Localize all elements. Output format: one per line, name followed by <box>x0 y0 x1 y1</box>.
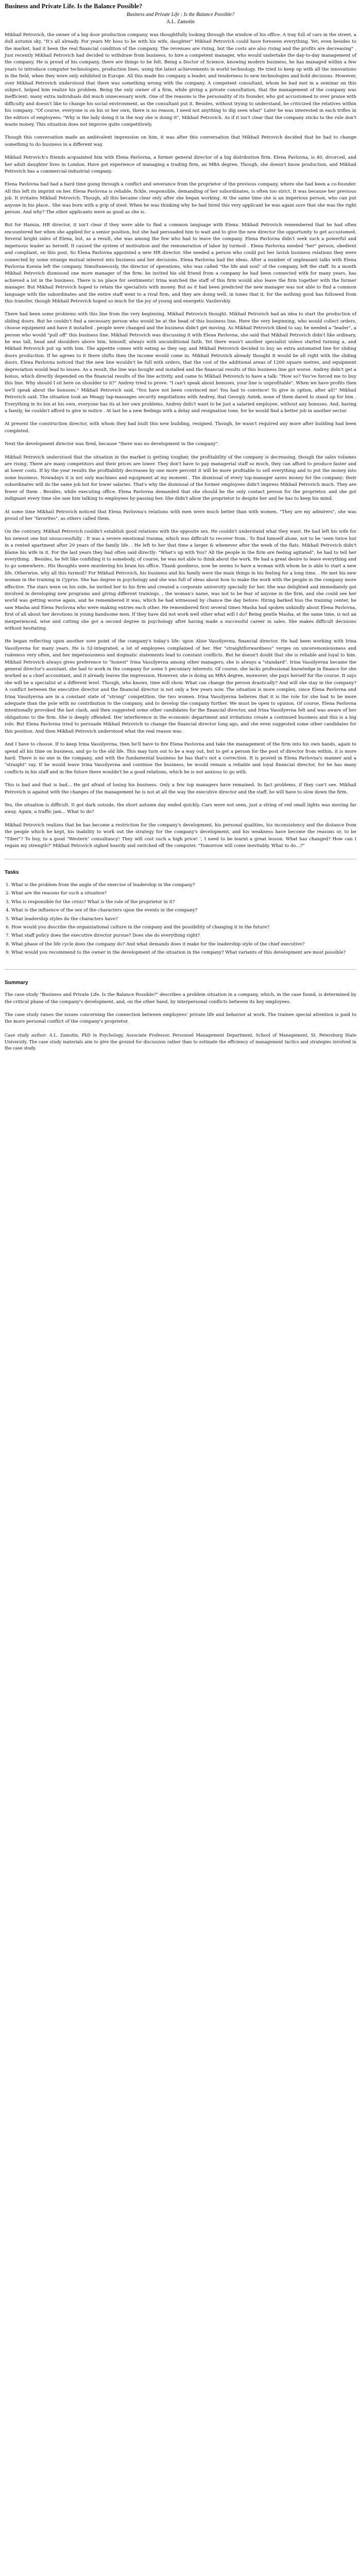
task-item: 9. What would you recommend to the owner in the development of the situation in the company? What variants of this development are most possible? <box>11 950 356 956</box>
paragraph: Next the development director was fired, because "there was no development in the company". <box>5 442 219 447</box>
paragraph: At present the construction director, with whom they had built this new building, resigned. Though, he wasn't required any more after building had been completed. <box>5 421 356 434</box>
paragraph: Mikhail Petrovich understood that the situation in the market is getting tougher, the profitability of the company is decreasing, though the sales volumes are rising. There are many competitors and their prices are lower. They don't have to pay managerial staff so much, they can afford to produce faster and at lower costs. If by the year results the profitability decreases by one more percent it will be more profitable to sell everything and to put the money into some business. Nowadays it is not only machines and equipment at my moment . The dismissal of every top-manager saves money for the company: their subordinates will do the same job but for lower salaries. That's why the dismissal of the former employees didn't impress Mikhail Petrovich much. They are fewer of them . Besides, while executing office, Elena Pavlovna demanded that she should be the only contact person for the proprietor, and she got indignant every time she saw him talking to employees by-passing her. She didn't allow the proprietor to despite her and he has to keep his mind. <box>5 454 356 502</box>
paragraph: But for Hamza, HR director, it isn't clear if they were able to find a common language with Elena. Mikhail Petrovich remembered that he had often encountered her when she applied for a senior position, but she had persuaded him to wait and to give the new director the opportunity to get accustomed. Several bright sides of Elena, but, as a result, she was among the few who had to leave the company. Elena Pavlovna didn't seek such a powerful and impetuous leader as herself. It caused the system of motivation and the remuneration of labor by turmoil . Elena Pavlovna needed "her" person, obedient and compliant, on this post. So Elena Pavlovna appointed a new HR director. She needed a person who could put her lavish business relations they were connected by some strange mutual interest into business and her decisions. Elena Pavlovna had the ideas. After a number of unpleasant talks with Elena Pavlovna Ksenia left the company. Simultaneously, the director of operations, who was called "the life and soul" of the company, left the staff. In a month Mikhail Petrovich dismissed one more manager of the firm: he invited his old friend from a company he had been connected with for many years, has achieved a lot in the business. There is no place for sentiments! Irina watched the staff of this firm would also leave the firm together with the former manager. But Mikhail Petrovich hoped to retain the specialists with money. But as it had been predicted the new manager was not able to find a common language with the subordinates and the entire staff went to a rival firm, and they are doing well, in tunes that it, for the nothing good has followed from this transfer, though Mikhail Petrovich hoped so much for the joy of young and energetic Vasilevskiy. <box>5 223 356 304</box>
paragraph: Though this conversation made an ambivalent impression on him, it was after this conversation that Mikhail Petrovich decided that he had to change something to do business in a different way. <box>5 135 356 147</box>
case-body <box>5 32 356 850</box>
author-note: Case study author: A.L. Zamotin, PhD in Psychology, Associate Professor, Personnel Management Department, School of Management, St. Petersburg State University. The case study materials aim to give the ground for discussion rather than to estimate the efficiency of management tactics and strategies involved in the case study. <box>5 1032 356 1051</box>
paragraph: This is bad and that is bad... He got afraid of losing his business. Only a few top managers have remained. In fact problems, if they can't see. Mikhail Petrovich is against with the changes of the management he is not at all the way the executive director and the staff, he will have to slow down the firm. <box>5 783 356 795</box>
task-item: 7. What staff policy does the executive director pursue? Does she do everything right? <box>11 933 356 939</box>
task-item: 1. What is the problem from the angle of the exercise of leadership in the company? <box>11 882 356 889</box>
tasks-list <box>5 882 356 957</box>
paragraph: There had been some problems with this line from the very beginning. Mikhail Petrovich thought. Mikhail Petrovich had an idea to start the production of sliding doors. But he couldn't find a necessary person who would be at the head of this business line. Here the very beginning, who would collect orders, choose equipment and have it installed , people were changed and the business didn't get moving. As Mikhail Petrovich liked to say, he needed a "leader", a person who would "pull off" this business line. Mikhail Petrovich was discussing it with Elena Pavlovna, she said that Mikhail Petrovich didn't like ordinary, he was tall, head and shoulders above him, himself, always with unconditional faith. Yet there wasn't another specialist unless started turning a, and Mikhail Petrovich put up with him. The appetite comes with eating as they say, and Mikhail Petrovich decided to buy an extra automated line for sliding doors production. If he agrees to it there shifts then the income would come in. Mikhail Petrovich already thought it would be all right with the sliding doors. Elena Pavlovna noticed that the new line wouldn't be full with orders, that the cost of the additional areas of 1200 square metres, and equipment depreciation would lead to losses. As a result, the line was bought and installed and the financial results of this business line got worse. Andrey didn't get a bonus, which directly depended on the financial results of the line activity, and came to Mikhail Petrovich to have a talk: "How so? You've forced me to buy this line. Why should I sit here on shoulder to it?" Andrey tried to prove. "I can't speak about bonuses, your line is unprofitable". When we have profits then we'll speak about the bonuses." Mikhail Petrovich said, "You have not been convinced me! You had to convince! To give in option, after all!" Mikhail Petrovich said. The situation took an Meagy tap-massages security negotiations with Andrey, that Georgiy Antek, none of them dared to stand up for him . Everything in its bin at his own, everyone has its at her own problems. Andrey didn't want to be just a salaried employee, without any bonuses. And, having a family, he couldn't afford to give in notice . At last he a new feelings with a delay and resignation tone, for he would find a better job in another sector. <box>5 312 356 414</box>
paragraph: He began reflecting upon another sore point of the company's today's life: upon Alise Vassilyevna, financial director. He had been working with Irina Vassilyevna for many years. He is 52-integrated, a lot of employees complained of her. Her "straightforwardness" verges on unceremoniousness and rudeness very often, and her impetuousness and dogmatic statements lead to constant conflicts. But he doesn't doubt that she is reliable and loyal to him. Mikhail Petrovich always gives preference to "honest" Irina Vassilyevna among other managers; she is always a "standard". Irina Vassilyevna became the general director's assistant, she had to work in the company for some 5 pecuniary interests. Of course, she lacks professional knowledge in finance for she worked as a chief accountant, and it already leaves the impression. However, she is doing an MBA degree, moreover, she pays herself for the course. It says she will be a specialist at a different level. Though, who knows, time will show. What can change the person drastically? And will she stay in the company? A conflict between the executive director and the financial director is not only a few years now. The situation is more complex, since Elena Pavlovna and Irina Vassilyevna are in a constant state of "strong" competition, the two women. Irina Vassilyevna believes that it is the role for she had to be more adequate than the pole with no contribution to the company, and to develop the company further. We must be open to opinion. Of course, Elena Pavlovna intentionally provoked the last clash, and then suggested some other candidates for the financial director, and Irina Vassilyevna felt and was aware of her obligations to the firm. She is deeply offended. Her interference in the economic department and irritations create a continued business and this is a big role. But Elena Pavlovna tried to persuade Mikhail Petrovich to change the financial director long ago, and she even suggested some other candidates for this position. And then Mikhail Petrovich understood what the real reason was. <box>5 639 356 734</box>
tasks-heading: Tasks <box>5 870 19 876</box>
document-subtitle: Business and Private Life : Is the Balance Possible? <box>126 11 235 18</box>
document-author: A.L. Zamotin <box>166 19 195 25</box>
paragraph: At some time Mikhail Petrovich noticed that Elena Pavlovna's relations with men were much better than with women. "They are my admirers", she was proud of her "favorites", as others called them. <box>5 509 356 521</box>
paragraph: Yes, the situation is difficult. It got dark outside, the short autumn day ended quickly. Cars were not seen, just a string of red small lights was moving far away. Again, a traffic jam... What to do? <box>5 802 356 815</box>
paragraph: Mikhail Petrovich realizes that he has become a restriction for the company's development, his personal qualities, his inconsistency and the distance from the people which he kept, his inability to work out the strategy for the company's development, and his weakness have become the reasons or, to be "Tiber"? To buy, to a good "Western" consultancy! They will cost such a high price! ', I need to be learnt a great lesson. What has changed? How can I regain my strength?' Mikhail Petrovich sighed heavily and switched off the computer. "Tomorrow will come inevitably. What to do...?" <box>5 822 356 849</box>
document-page <box>0 0 361 1052</box>
paragraph: On the contrary, Mikhail Petrovich couldn't establish good relations with the opposite sex. He couldn't understand what they want. He had left his wife for his newest one but unsuccessfully . It was a severe emotional trauma, which was difficult to recover from.. To find himself alone, not to be 'seen twice but in a rented apartment after 20 years of the family life. . He left to her that time a larger & whenever after the week of the flats. Mikhail Petrovich didn't blame his wife in it. For the last years they had often said directly: "What's up with You? All the people in the firm are feeling agitated", he had to tell her everything. . Besides, he felt like confiding it to somebody, of course, he was not able to think about the work. He had a great desire to leave everything and to go somewhere.. His thoughts were murdering his brain his office. Thank goodness, now he seems to have a woman with whom he is able to start a new life. Otherwise, why all this turmoil? For Mikhail Petrovich, his business and his family were the main things in his feeling for a long time. . He met his new woman in the training in Cyprus. She has degree in psychology and she was full of ideas about how to make the work with the people in the company more effective. The stars were on his side, he invited her to his firm and created a corporate university specially for her. She was delighted and immediately got involved in developing new programs and giving different trainings. , the woman's name, was not to be fear of anyone in the firm, and she could see her world was getting worse again, and he remembered it was, which he had witnessed by chance the day before: Hiring barked hiss the training center, he saw Masha and Elena Pavlovna who were making entries each other. He remembered first several times Masha had spoken unkindly about Elena Pavlovna, first of all about her devotions in young handsome men. If they have did not work well other what will I do? Being gentle Masha, at the same time, is not an inexperienced, wise and cutting she got a second degree in psychology after having made a successful career in sales. She makes difficult decisions without hesitating. <box>5 529 356 632</box>
task-item: 3. Who is responsible for the crisis? What is the role of the proprietor in it? <box>11 899 356 906</box>
task-item: 6. How would you describe the organizational culture in the company and the possibility of changing it in the future? <box>11 924 356 931</box>
summary-paragraph: The case study raises the issues concerning the connection between employees' private life and behavior at work. The trainee special attention is paid to the more personal conflict of the company's proprietor. <box>5 1012 356 1025</box>
task-item: 2. What are the reasons for such a situation? <box>11 890 356 897</box>
task-item: 5. What leadership styles do the characters have? <box>11 916 356 923</box>
paragraph: Mikhail Petrovich, the owner of a big door production company, was thoughtfully looking through the window of his office. A tray full of cars in the street, a dull autumn sky. "It's all already. For years Mr boss to be with his wife, daughter" Mikhail Petrovich could have foreseen everything. Yet, even besides to the market, had it been the real financial condition of the company. The revenues are rising, but the costs are also rising and the profits are decreasing" . Just recently Mikhail Petrovich had decided to withdraw from business, to hire a competent manager, who would undertake the day-to-day management of the company. He is proud of his company, there are things to be felt. Being a Doctor of Science, knowing modern business, he has managed within a few years to introduce computer technologies, production lines, using the latest achievements in world technology. He tried to keep up with all the innovations in the field, when they were only exhibited in Europe. All this made his company a leader, and tenderness to new technologies and bold decisions. However, over Mikhail Petrovich understood that there was something wrong with the company. A competent consultant, whom he had met in a seminar on this subject, helped him realize his problem. Being the only owner of a firm, while giving a private consultation, that the management of the company was inefficient: many extra individuals did much unnecessary work. One of the reasons is the personality of its founder, who got accustomed to over praise with difficulty and doesn't like to change his social environment, as the consultant put it. Besides, without trying to understand, he criticized the relatives within his company. "Of course, everyone is on his or her own, there is no reason, I need not anything to dig seen what" Later he was interested in each trifles in the editors of employees: "Why is the lady doing it in the way she is doing it", Mikhail Petrovich. As if it isn't clear that the company sticks to the rule don't waste money. This situation does not improve quite competitively. <box>5 32 356 128</box>
task-item: 8. What phase of the life cycle does the company do? And what demands does it make for the leadership style of the chief executive? <box>11 941 356 948</box>
summary-paragraph: The case study "Business and Private Life. Is the Balance Possible?" describes a problem situation in a company, which, in the case found, is determined by the critical phase of the company's development, and, on the other hand, by interpersonal conflicts between its key employees. <box>5 992 356 1005</box>
paragraph: And I have to choose. If to keep Irina Vassilyevna, then he'll have to fire Elena Pavlovna and take the management of the firm into his own hands, again to spend all his time on business, and go to the old life. This may turn out to be a way out, but to get a person for the post of director from within, it is more hard. There is no one in the company, and with the fundamental business he has that's not a correction. It is proved in Elena Pavlovna's manner and a "straight" ray. If he would leave Irina Vassilyevna and continue the business, he would remain a reliable and loyal financial director, for he has many conflicts in his staff and in the future there wouldn't be a good relations, which he is not anxious to go with. <box>5 742 356 775</box>
section-divider <box>5 969 356 970</box>
paragraph: Elena Pavlovna had had a hard time going through a conflict and severance from the proprietor of the previous company, where she had been a co-founder. All this left its imprint on her. Elena Pavlovna is reliable, fickle, responsible, demanding of her subordinates, is often too strict. It was because her previous job. It irritates Mikhail Petrovich. Though, all this became clear only after she began working. At the same time she is an imperious person, who can put anyone in his place.. She was born with a grip of steel. When he was thinking why he had hired this very applicant he was again sure that she was the right person. And why? The other applicants were as good as she is. <box>5 182 356 215</box>
task-item: 4. What is the influence of the sex of the characters upon the events in the company? <box>11 907 356 914</box>
summary-heading: Summary <box>5 979 28 986</box>
document-title: Business and Private Life. Is the Balance Possible? <box>5 3 143 10</box>
paragraph: Mikhail Petrovich's friends acquainted him with Elena Pavlovna, a former general director of a big distribution firm. Elena Pavlovna, is 40, divorced, and her adult daughter lives in London. Have got experience of managing a trading firm, an MBA degree. Though, she doesn't know production, and Mikhail Petrovich has a commercial-industrial company. <box>5 155 356 175</box>
